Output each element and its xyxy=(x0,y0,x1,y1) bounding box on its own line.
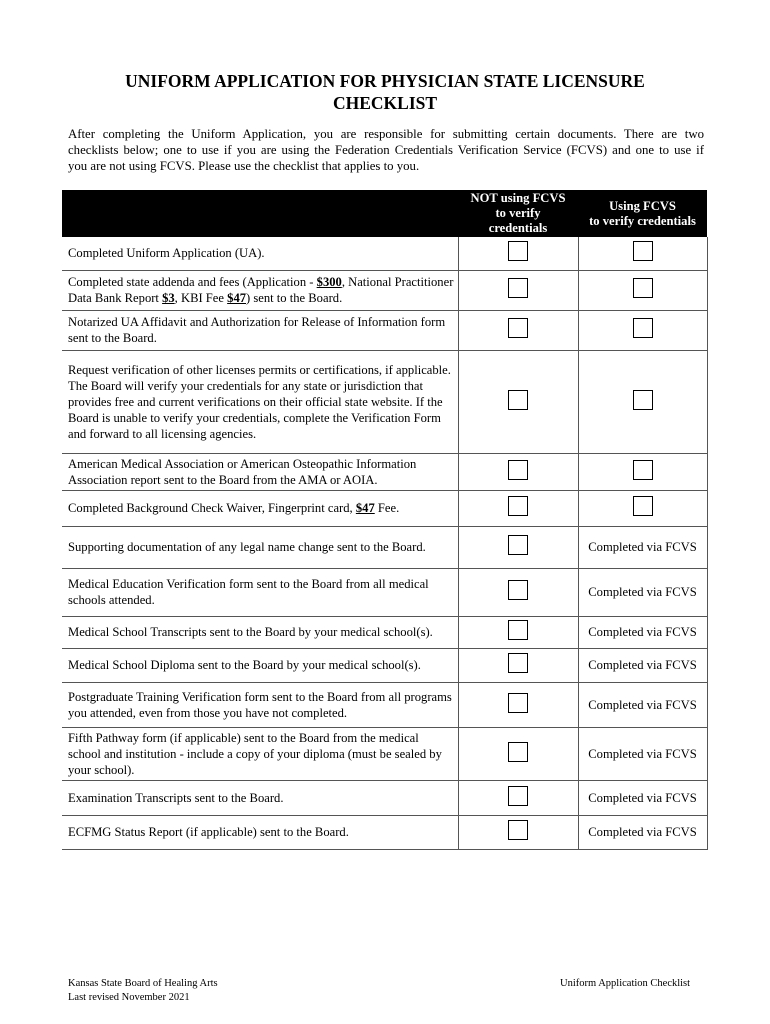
checklist-row xyxy=(62,727,707,780)
not-using-fcvs-cell xyxy=(458,237,578,270)
checkbox-using-fcvs[interactable] xyxy=(633,318,653,338)
header-item-column xyxy=(62,190,458,237)
checklist-item-text xyxy=(62,815,458,849)
item-text-segment: Completed state addenda and fees (Application - xyxy=(68,275,317,289)
checkbox-not-using-fcvs[interactable] xyxy=(508,820,528,840)
item-text-segment: American Medical Association or American Osteopathic Information Association report sent to the Board from the AMA or AOIA. xyxy=(68,456,417,487)
checklist-row xyxy=(62,350,707,453)
checklist-row xyxy=(62,815,707,849)
completed-via-fcvs-text: Completed via FCVS xyxy=(588,625,697,639)
using-fcvs-cell xyxy=(578,310,707,350)
checklist-item-text xyxy=(62,727,458,780)
footer-left xyxy=(68,977,218,1005)
not-using-fcvs-cell xyxy=(458,648,578,682)
fee-amount: $300 xyxy=(316,275,342,289)
header-using-fcvs xyxy=(578,190,707,237)
fee-amount: $47 xyxy=(355,501,375,515)
item-text-segment: ECFMG Status Report (if applicable) sent to the Board. xyxy=(68,825,349,839)
using-fcvs-cell xyxy=(578,648,707,682)
intro-paragraph xyxy=(68,126,704,174)
using-fcvs-cell xyxy=(578,780,707,815)
checklist-item-text xyxy=(62,270,458,310)
intro-line-3: you are not using FCVS. Please use the checklist that applies to you. xyxy=(68,159,420,173)
using-fcvs-cell xyxy=(578,350,707,453)
checklist-table xyxy=(62,190,708,850)
checkbox-not-using-fcvs[interactable] xyxy=(508,460,528,480)
checkbox-not-using-fcvs[interactable] xyxy=(508,786,528,806)
not-using-fcvs-cell xyxy=(458,780,578,815)
footer-organization: Kansas State Board of Healing Arts xyxy=(68,978,218,989)
completed-via-fcvs-text: Completed via FCVS xyxy=(588,746,697,761)
using-fcvs-cell xyxy=(578,815,707,849)
checklist-header-row xyxy=(62,190,707,237)
checklist-row xyxy=(62,682,707,727)
not-using-fcvs-cell xyxy=(458,682,578,727)
checklist-item-text xyxy=(62,237,458,270)
checkbox-not-using-fcvs[interactable] xyxy=(508,653,528,673)
item-text-segment: Notarized UA Affidavit and Authorization for Release of Information form sent to the Board. xyxy=(68,315,446,345)
using-fcvs-cell xyxy=(578,568,707,616)
item-text-segment: , KBI Fee xyxy=(174,291,228,305)
not-using-fcvs-cell xyxy=(458,568,578,616)
header-not-using-fcvs-line-1: NOT using FCVS xyxy=(470,191,566,205)
checkbox-using-fcvs[interactable] xyxy=(633,460,653,480)
completed-via-fcvs-text: Completed via FCVS xyxy=(588,697,697,712)
checkbox-not-using-fcvs[interactable] xyxy=(508,496,528,516)
item-text-segment: Completed Background Check Waiver, Fingerprint card, xyxy=(68,501,356,515)
checklist-item-text xyxy=(62,568,458,616)
completed-via-fcvs-text: Completed via FCVS xyxy=(588,658,697,672)
not-using-fcvs-cell xyxy=(458,350,578,453)
item-text-segment: Medical School Diploma sent to the Board by your medical school(s). xyxy=(68,658,421,672)
header-not-using-fcvs xyxy=(458,190,578,237)
checklist-row xyxy=(62,780,707,815)
checkbox-not-using-fcvs[interactable] xyxy=(508,278,528,298)
checklist-row xyxy=(62,310,707,350)
completed-via-fcvs-text: Completed via FCVS xyxy=(588,790,697,805)
fee-amount: $3 xyxy=(162,291,175,305)
checklist-item-text xyxy=(62,453,458,490)
checklist-row xyxy=(62,568,707,616)
intro-line-2: checklists below; one to use if you are using the Federation Credentials Verification Service (FCVS) and one to use if xyxy=(68,143,704,157)
completed-via-fcvs-text: Completed via FCVS xyxy=(588,540,697,554)
item-text-segment: ) sent to the Board. xyxy=(246,291,343,305)
using-fcvs-cell xyxy=(578,727,707,780)
item-text-segment: Postgraduate Training Verification form sent to the Board from all programs you attended, even from those you have not completed. xyxy=(68,689,452,720)
using-fcvs-cell xyxy=(578,270,707,310)
checklist-row xyxy=(62,526,707,568)
checkbox-not-using-fcvs[interactable] xyxy=(508,620,528,640)
item-text-segment: , National Practitioner Data Bank Report xyxy=(68,275,454,305)
header-not-using-fcvs-line-3: credentials xyxy=(488,221,548,235)
not-using-fcvs-cell xyxy=(458,616,578,648)
title-line-1: UNIFORM APPLICATION FOR PHYSICIAN STATE LICENSURE xyxy=(125,71,645,91)
checklist-item-text xyxy=(62,310,458,350)
checkbox-using-fcvs[interactable] xyxy=(633,496,653,516)
not-using-fcvs-cell xyxy=(458,526,578,568)
using-fcvs-cell xyxy=(578,490,707,526)
checkbox-not-using-fcvs[interactable] xyxy=(508,390,528,410)
footer-revised-date: Last revised November 2021 xyxy=(68,992,190,1003)
using-fcvs-cell xyxy=(578,237,707,270)
item-text-segment: Examination Transcripts sent to the Board. xyxy=(68,790,284,805)
intro-line-1: After completing the Uniform Application, you are responsible for submitting certain documents. There are two xyxy=(68,127,704,141)
item-text-segment: Supporting documentation of any legal name change sent to the Board. xyxy=(68,540,426,554)
checklist-item-text xyxy=(62,350,458,453)
using-fcvs-cell xyxy=(578,453,707,490)
checklist-row xyxy=(62,270,707,310)
checkbox-not-using-fcvs[interactable] xyxy=(508,318,528,338)
item-text-segment: Fifth Pathway form (if applicable) sent to the Board from the medical school and institution - include a copy of your diploma (must be sealed by your school). xyxy=(68,730,442,777)
completed-via-fcvs-text: Completed via FCVS xyxy=(588,585,697,599)
checklist-item-text xyxy=(62,490,458,526)
checklist-item-text xyxy=(62,616,458,648)
checklist-row xyxy=(62,490,707,526)
checkbox-not-using-fcvs[interactable] xyxy=(508,580,528,600)
item-text-segment: Completed Uniform Application (UA). xyxy=(68,246,265,261)
checklist-row xyxy=(62,616,707,648)
using-fcvs-cell xyxy=(578,526,707,568)
using-fcvs-cell xyxy=(578,616,707,648)
item-text-segment: Request verification of other licenses permits or certifications, if applicable. The Board will verify your credentials for any state or jurisdiction that provides free and current verifications on their official state website. If the Board is unable to verify your credentials, complete the Verification Form and forward to all licensing agencies. xyxy=(68,362,451,441)
checkbox-using-fcvs[interactable] xyxy=(633,241,653,261)
checklist-row xyxy=(62,648,707,682)
using-fcvs-cell xyxy=(578,682,707,727)
item-text-segment: Medical School Transcripts sent to the Board by your medical school(s). xyxy=(68,625,433,639)
completed-via-fcvs-text: Completed via FCVS xyxy=(588,825,697,839)
not-using-fcvs-cell xyxy=(458,727,578,780)
header-using-fcvs-line-2: to verify credentials xyxy=(589,213,696,228)
checkbox-not-using-fcvs[interactable] xyxy=(508,241,528,261)
checklist-item-text xyxy=(62,682,458,727)
checklist-row xyxy=(62,453,707,490)
checklist-row xyxy=(62,237,707,270)
footer-document-name: Uniform Application Checklist xyxy=(560,978,691,989)
header-using-fcvs-line-1: Using FCVS xyxy=(609,198,676,213)
header-not-using-fcvs-line-2: to verify xyxy=(495,206,541,220)
not-using-fcvs-cell xyxy=(458,453,578,490)
not-using-fcvs-cell xyxy=(458,815,578,849)
title-line-2: CHECKLIST xyxy=(332,93,438,113)
not-using-fcvs-cell xyxy=(458,270,578,310)
item-text-segment: Medical Education Verification form sent to the Board from all medical schools attended. xyxy=(68,577,429,607)
checkbox-using-fcvs[interactable] xyxy=(633,390,653,410)
not-using-fcvs-cell xyxy=(458,310,578,350)
checkbox-not-using-fcvs[interactable] xyxy=(508,742,528,762)
checkbox-not-using-fcvs[interactable] xyxy=(508,535,528,555)
fee-amount: $47 xyxy=(227,291,247,305)
checkbox-using-fcvs[interactable] xyxy=(633,278,653,298)
item-text-segment: Fee. xyxy=(374,501,400,515)
not-using-fcvs-cell xyxy=(458,490,578,526)
checklist-item-text xyxy=(62,780,458,815)
checklist-item-text xyxy=(62,526,458,568)
checklist-item-text xyxy=(62,648,458,682)
checkbox-not-using-fcvs[interactable] xyxy=(508,693,528,713)
